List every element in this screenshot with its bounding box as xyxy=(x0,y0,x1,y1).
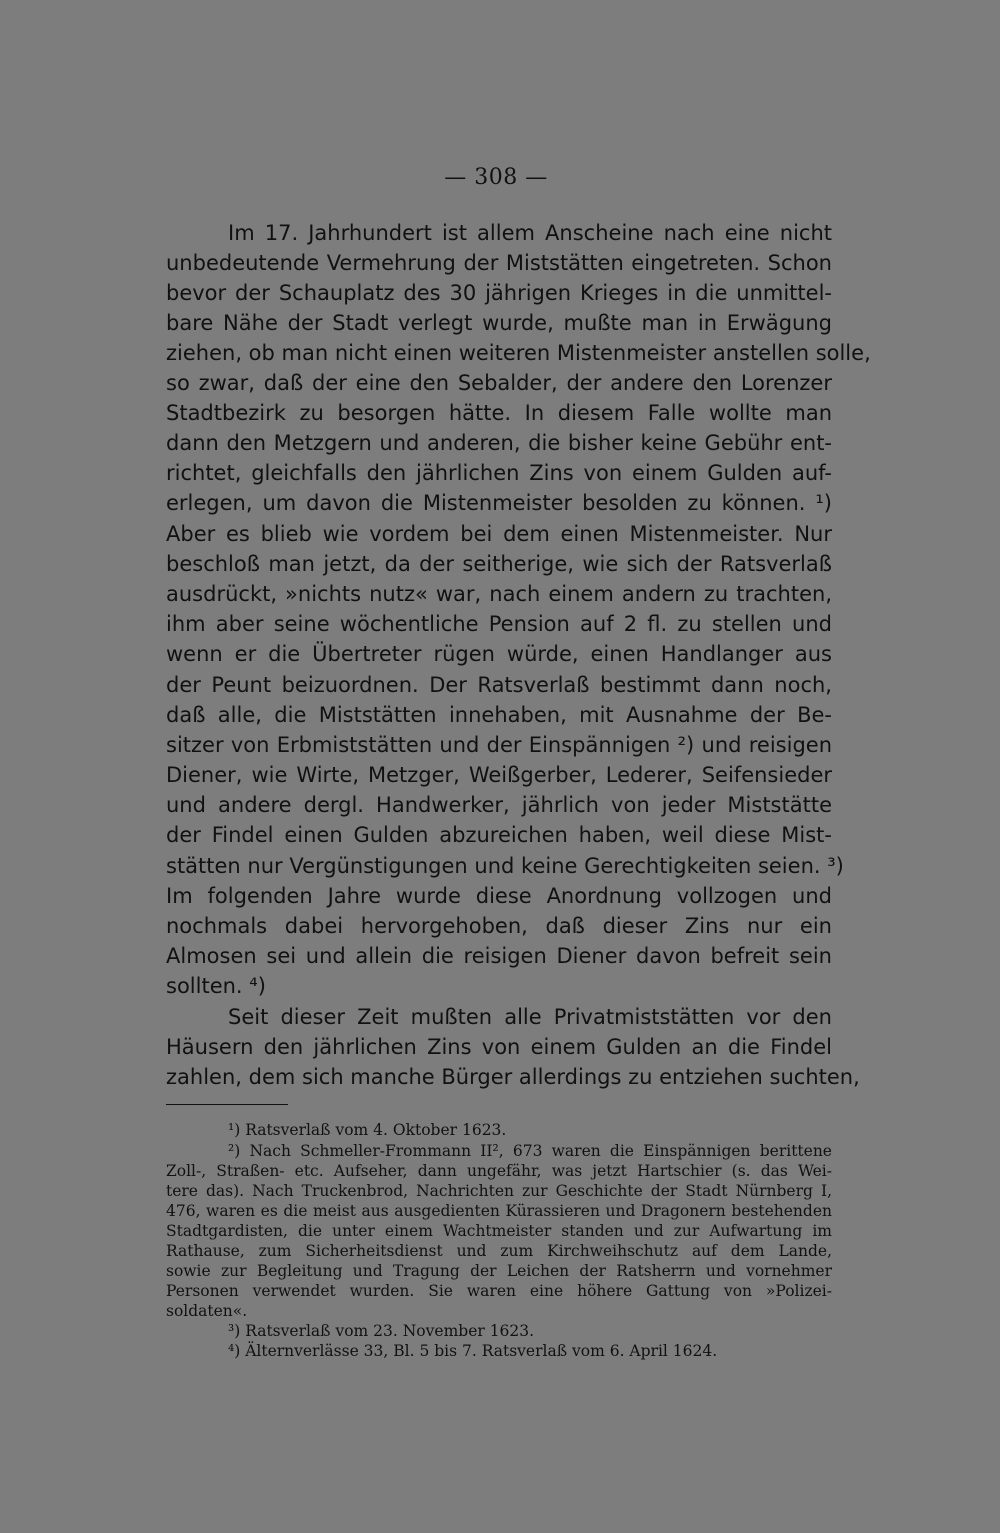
text-line: Im folgenden Jahre wurde diese Anordnung vollzogen und xyxy=(166,884,832,908)
page-number: — 308 — xyxy=(444,165,548,190)
text-line: sollten. ⁴) xyxy=(166,974,266,998)
text-line: so zwar, daß der eine den Sebalder, der andere den Lorenzer xyxy=(166,371,832,395)
footnote-line: Zoll-, Straßen- etc. Aufseher, dann ungefähr, was jetzt Hartschier (s. das Wei- xyxy=(166,1162,832,1180)
text-line: bare Nähe der Stadt verlegt wurde, mußte man in Erwägung xyxy=(166,311,832,335)
text-line: ihm aber seine wöchentliche Pension auf 2 fl. zu stellen und xyxy=(166,612,832,636)
footnote-line: sowie zur Begleitung und Tragung der Leichen der Ratsherrn und vornehmer xyxy=(166,1262,832,1280)
text-line: zahlen, dem sich manche Bürger allerdings zu entziehen suchten, xyxy=(166,1065,860,1089)
text-line: Im 17. Jahrhundert ist allem Anscheine nach eine nicht xyxy=(228,221,832,245)
text-line: stätten nur Vergünstigungen und keine Gerechtigkeiten seien. ³) xyxy=(166,854,844,878)
text-line: ausdrückt, »nichts nutz« war, nach einem andern zu trachten, xyxy=(166,582,832,606)
text-line: bevor der Schauplatz des 30 jährigen Krieges in die unmittel- xyxy=(166,281,832,305)
footnote-line: ⁴) Älternverlässe 33, Bl. 5 bis 7. Ratsverlaß vom 6. April 1624. xyxy=(228,1342,718,1360)
text-line: Seit dieser Zeit mußten alle Privatmiststätten vor den xyxy=(228,1005,832,1029)
text-line: Häusern den jährlichen Zins von einem Gulden an die Findel xyxy=(166,1035,832,1059)
footnote-line: ¹) Ratsverlaß vom 4. Oktober 1623. xyxy=(228,1121,507,1139)
footnote-line: ³) Ratsverlaß vom 23. November 1623. xyxy=(228,1322,535,1340)
text-line: richtet, gleichfalls den jährlichen Zins von einem Gulden auf- xyxy=(166,461,832,485)
text-line: nochmals dabei hervorgehoben, daß dieser Zins nur ein xyxy=(166,914,832,938)
text-line: und andere dergl. Handwerker, jährlich von jeder Miststätte xyxy=(166,793,832,817)
footnote-divider xyxy=(166,1104,288,1105)
text-line: unbedeutende Vermehrung der Miststätten eingetreten. Schon xyxy=(166,251,832,275)
footnote-line: soldaten«. xyxy=(166,1302,248,1320)
text-line: erlegen, um davon die Mistenmeister besolden zu können. ¹) xyxy=(166,491,832,515)
text-line: beschloß man jetzt, da der seitherige, wie sich der Ratsverlaß xyxy=(166,552,832,576)
footnote-line: ²) Nach Schmeller-Frommann II², 673 waren die Einspännigen berittene xyxy=(228,1142,832,1160)
text-line: Stadtbezirk zu besorgen hätte. In diesem Falle wollte man xyxy=(166,401,832,425)
footnote-line: tere das). Nach Truckenbrod, Nachrichten zur Geschichte der Stadt Nürnberg I, xyxy=(166,1182,832,1200)
text-line: der Peunt beizuordnen. Der Ratsverlaß bestimmt dann noch, xyxy=(166,673,832,697)
footnote-line: 476, waren es die meist aus ausgedienten Kürassieren und Dragonern bestehenden xyxy=(166,1202,832,1220)
text-line: ziehen, ob man nicht einen weiteren Mistenmeister anstellen solle, xyxy=(166,341,871,365)
text-line: Aber es blieb wie vordem bei dem einen Mistenmeister. Nur xyxy=(166,522,832,546)
footnote-line: Stadtgardisten, die unter einem Wachtmeister standen und zur Aufwartung im xyxy=(166,1222,832,1240)
text-line: Diener, wie Wirte, Metzger, Weißgerber, Lederer, Seifensieder xyxy=(166,763,832,787)
text-line: dann den Metzgern und anderen, die bisher keine Gebühr ent- xyxy=(166,431,832,455)
text-line: daß alle, die Miststätten innehaben, mit Ausnahme der Be- xyxy=(166,703,832,727)
text-line: Almosen sei und allein die reisigen Diener davon befreit sein xyxy=(166,944,832,968)
text-line: sitzer von Erbmiststätten und der Einspännigen ²) und reisigen xyxy=(166,733,832,757)
text-line: wenn er die Übertreter rügen würde, einen Handlanger aus xyxy=(166,642,832,666)
footnote-line: Rathause, zum Sicherheitsdienst und zum Kirchweihschutz auf dem Lande, xyxy=(166,1242,832,1260)
text-line: der Findel einen Gulden abzureichen haben, weil diese Mist- xyxy=(166,823,832,847)
footnote-line: Personen verwendet wurden. Sie waren eine höhere Gattung von »Polizei- xyxy=(166,1282,832,1300)
